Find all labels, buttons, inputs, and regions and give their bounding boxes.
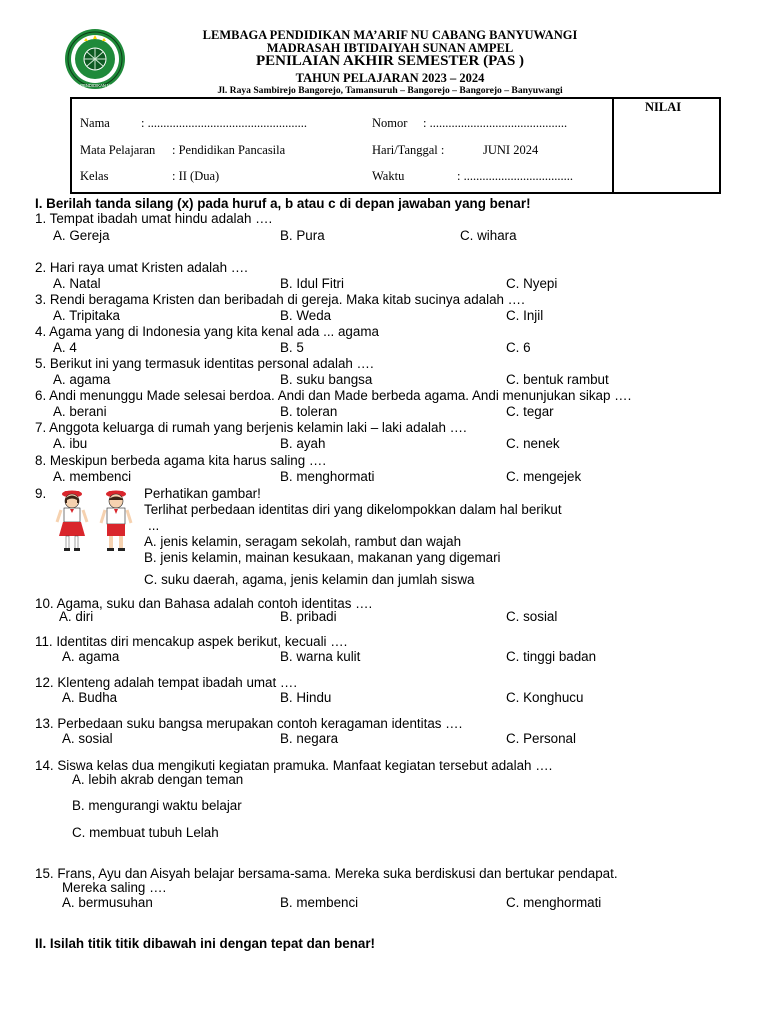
q13-option-b[interactable]: B. negara [280,731,339,746]
q11-option-b[interactable]: B. warna kulit [280,649,361,664]
kelas-value: : II (Dua) [172,169,220,183]
kelas-label: Kelas [80,169,109,183]
hari-value: JUNI 2024 [483,143,539,157]
q10-option-a[interactable]: A. diri [59,609,94,624]
question-11: 11. Identitas diri mencakup aspek berikut, kecuali …. [35,634,348,649]
q5-option-b[interactable]: B. suku bangsa [280,372,373,387]
q11-option-c[interactable]: C. tinggi badan [506,649,597,664]
q12-option-c[interactable]: C. Konghucu [506,690,584,705]
q2-option-a[interactable]: A. Natal [53,276,101,291]
question-6: 6. Andi menunggu Made selesai berdoa. Andi dan Made berbeda agama. Andi menunjukan sikap …. [35,388,632,403]
q4-option-b[interactable]: B. 5 [280,340,304,355]
q6-option-b[interactable]: B. toleran [280,404,338,419]
q11-option-a[interactable]: A. agama [62,649,120,664]
q12-option-a[interactable]: A. Budha [62,690,118,705]
question-4: 4. Agama yang di Indonesia yang kita kenal ada ... agama [35,324,379,339]
q1-option-a[interactable]: A. Gereja [53,228,110,243]
q6-option-c[interactable]: C. tegar [506,404,554,419]
nilai-label: NILAI [645,100,682,114]
svg-text:LEMBAGA PENDIDIKAN MA'ARIF NU: LEMBAGA PENDIDIKAN MA'ARIF NU [59,83,131,88]
q1-option-b[interactable]: B. Pura [280,228,325,243]
question-13: 13. Perbedaan suku bangsa merupakan contoh keragaman identitas …. [35,716,463,731]
q14-option-c[interactable]: C. membuat tubuh Lelah [72,825,219,840]
header-school: MADRASAH IBTIDAIYAH SUNAN AMPEL [266,41,514,55]
q3-option-a[interactable]: A. Tripitaka [53,308,120,323]
q7-option-b[interactable]: B. ayah [280,436,326,451]
nama-field[interactable]: : ................................................... [141,116,307,130]
question-9-line2: Terlihat perbedaan identitas diri yang dikelompokkan dalam hal berikut [144,502,562,517]
question-14: 14. Siswa kelas dua mengikuti kegiatan pramuka. Manfaat kegiatan tersebut adalah …. [35,758,553,773]
header-institution: LEMBAGA PENDIDIKAN MA’ARIF NU CABANG BANYUWANGI [202,28,578,42]
nomor-label: Nomor [372,116,408,130]
nama-label: Nama [80,116,110,130]
mapel-value: : Pendidikan Pancasila [172,143,286,157]
students-illustration [52,488,138,558]
q12-option-b[interactable]: B. Hindu [280,690,332,705]
nomor-field[interactable]: : ............................................ [423,116,568,130]
q1-option-c[interactable]: C. wihara [460,228,517,243]
q9-option-a[interactable]: A. jenis kelamin, seragam sekolah, rambut dan wajah [144,534,462,549]
q8-option-b[interactable]: B. menghormati [280,469,375,484]
mapel-label: Mata Pelajaran [80,143,156,157]
q2-option-b[interactable]: B. Idul Fitri [280,276,344,291]
boy-student-figure [101,491,131,552]
q5-option-a[interactable]: A. agama [53,372,111,387]
q14-option-b[interactable]: B. mengurangi waktu belajar [72,798,242,813]
q10-option-b[interactable]: B. pribadi [280,609,337,624]
q9-option-b[interactable]: B. jenis kelamin, mainan kesukaan, makanan yang digemari [144,550,501,565]
q6-option-a[interactable]: A. berani [53,404,107,419]
q15-option-c[interactable]: C. menghormati [506,895,602,910]
header-address: Jl. Raya Sambirejo Bangorejo, Tamansuruh – Bangorejo – Bangorejo – Banyuwangi [217,85,563,96]
question-15: 15. Frans, Ayu dan Aisyah belajar bersama-sama. Mereka suka berdiskusi dan bertukar pendapat. [35,866,618,881]
q3-option-c[interactable]: C. Injil [506,308,544,323]
question-8: 8. Meskipun berbeda agama kita harus saling …. [35,453,327,468]
girl-student-figure [57,491,87,552]
q4-option-c[interactable]: C. 6 [506,340,531,355]
question-3: 3. Rendi beragama Kristen dan beribadah di gereja. Maka kitab sucinya adalah …. [35,292,525,307]
identity-table [70,97,721,194]
question-10: 10. Agama, suku dan Bahasa adalah contoh identitas …. [35,596,373,611]
q3-option-b[interactable]: B. Weda [280,308,332,323]
school-logo [56,27,134,91]
question-2: 2. Hari raya umat Kristen adalah …. [35,260,248,275]
question-9-line3: ... [148,518,160,533]
q13-option-c[interactable]: C. Personal [506,731,576,746]
question-5: 5. Berikut ini yang termasuk identitas personal adalah …. [35,356,374,371]
section-1-instruction: I. Berilah tanda silang (x) pada huruf a, b atau c di depan jawaban yang benar! [35,196,531,211]
q8-option-a[interactable]: A. membenci [53,469,132,484]
q15-option-a[interactable]: A. bermusuhan [62,895,153,910]
q9-option-c[interactable]: C. suku daerah, agama, jenis kelamin dan jumlah siswa [144,572,475,587]
waktu-label: Waktu [372,169,405,183]
section-2-instruction: II. Isilah titik titik dibawah ini dengan tepat dan benar! [35,936,376,951]
q14-option-a[interactable]: A. lebih akrab dengan teman [72,772,244,787]
question-9-number: 9. [35,486,47,501]
q15-option-b[interactable]: B. membenci [280,895,359,910]
hari-label: Hari/Tanggal : [372,143,445,157]
q4-option-a[interactable]: A. 4 [53,340,77,355]
header-year: TAHUN PELAJARAN 2023 – 2024 [295,71,485,85]
q2-option-c[interactable]: C. Nyepi [506,276,558,291]
question-1: 1. Tempat ibadah umat hindu adalah …. [35,211,273,226]
question-7: 7. Anggota keluarga di rumah yang berjenis kelamin laki – laki adalah …. [35,420,467,435]
q10-option-c[interactable]: C. sosial [506,609,558,624]
waktu-field[interactable]: : ................................... [457,169,573,183]
q13-option-a[interactable]: A. sosial [62,731,113,746]
question-9-line1: Perhatikan gambar! [144,486,261,501]
question-15-line2: Mereka saling …. [62,880,167,895]
header-exam-title: PENILAIAN AKHIR SEMESTER (PAS ) [255,53,525,69]
question-12: 12. Klenteng adalah tempat ibadah umat …. [35,675,298,690]
q8-option-c[interactable]: C. mengejek [506,469,582,484]
q7-option-a[interactable]: A. ibu [53,436,88,451]
q5-option-c[interactable]: C. bentuk rambut [506,372,609,387]
q7-option-c[interactable]: C. nenek [506,436,560,451]
